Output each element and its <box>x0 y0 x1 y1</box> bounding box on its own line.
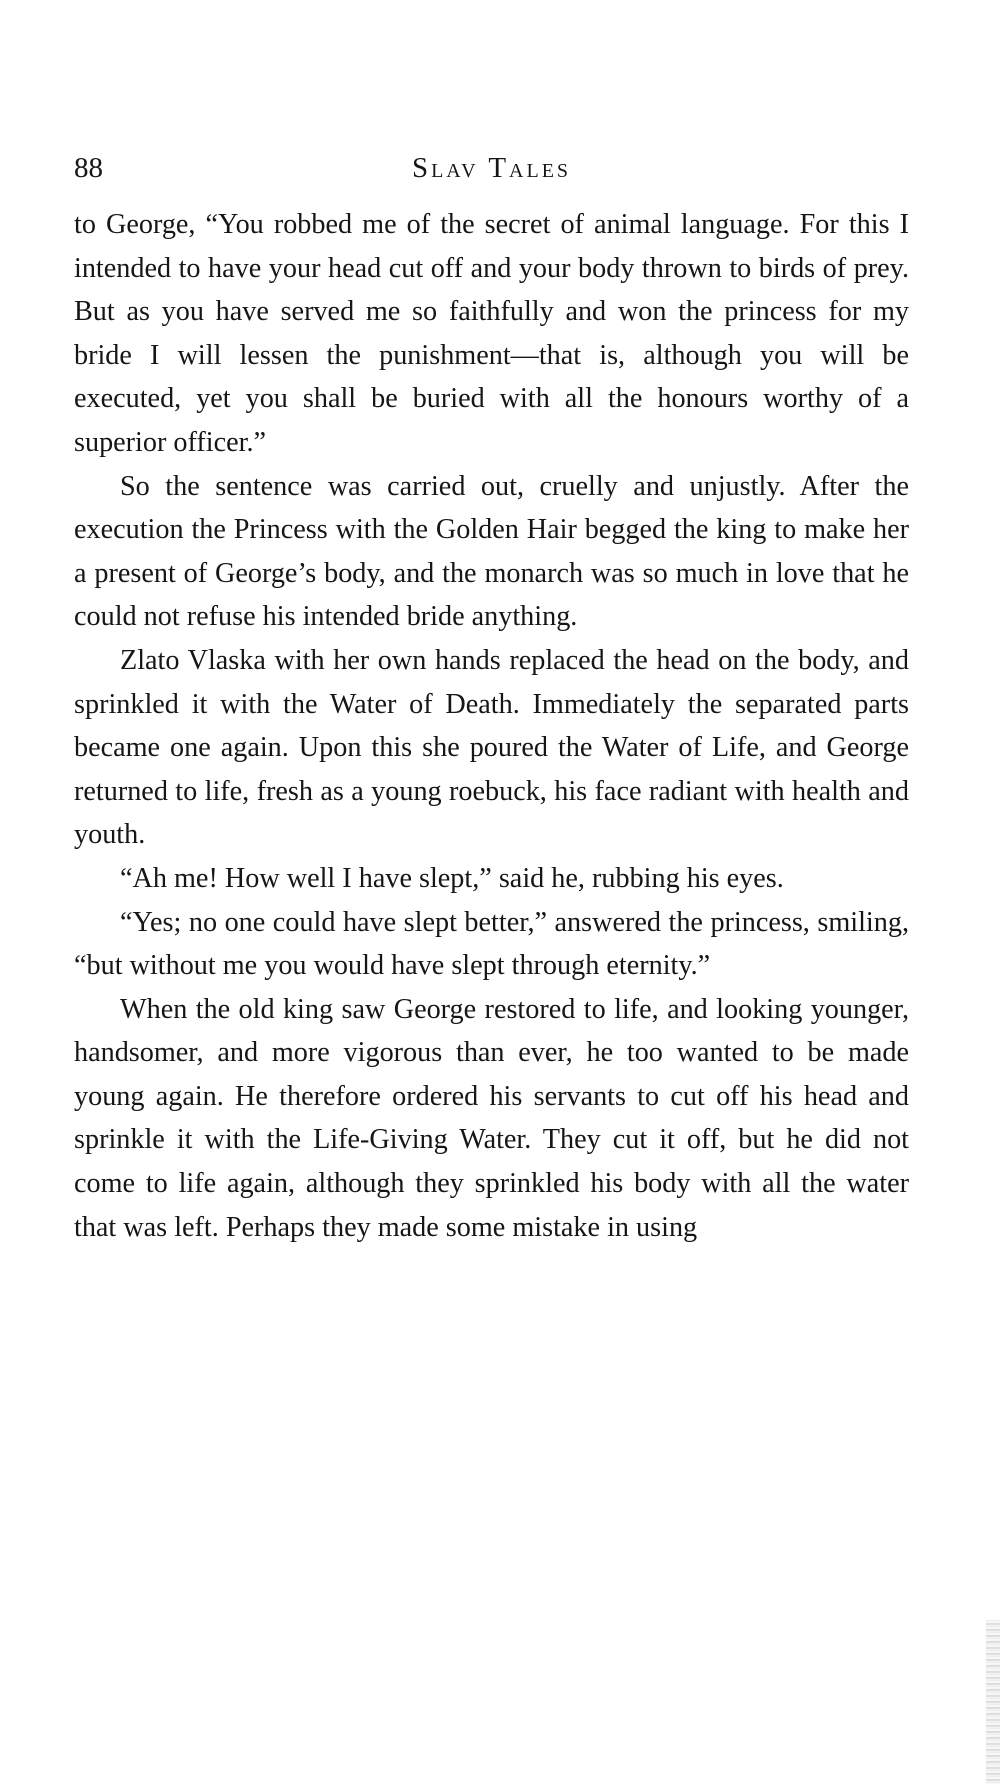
paragraph-5: “Yes; no one could have slept better,” answered the princess, smiling, “but without me you would have slept through eternity.” <box>74 906 909 982</box>
page-header <box>74 148 909 188</box>
page-edge-shadow <box>986 1620 1000 1784</box>
running-title: Slav Tales <box>411 152 572 184</box>
paragraph-3: Zlato Vlaska with her own hands replaced the head on the body, and sprinkled it with the Water of Death. Immediately the separated parts became one again. Upon this she poured the Water of Life, and George returned to life, fresh as a young roebuck, his face radiant with health and youth. <box>74 644 909 851</box>
body-text <box>74 203 909 1249</box>
paragraph-2: So the sentence was carried out, cruelly and unjustly. After the execution the Princess with the Golden Hair begged the king to make her a present of George’s body, and the monarch was so much in love that he could not refuse his intended bride anything. <box>74 470 909 633</box>
page-number: 88 <box>74 152 103 184</box>
paragraph-1: to George, “You robbed me of the secret of animal language. For this I intended to have your head cut off and your body thrown to birds of prey. But as you have served me so faithfully and won the princess for my bride I will lessen the punishment—that is, although you will be executed, yet you shall be buried with all the honours worthy of a superior officer.” <box>74 209 909 458</box>
paragraph-6: When the old king saw George restored to life, and looking younger, handsomer, and more vigorous than ever, he too wanted to be made young again. He therefore ordered his servants to cut off his head and sprinkle it with the Life-Giving Water. They cut it off, but he did not come to life again, although they sprinkled his body with all the water that was left. Perhaps they made some mistake in using <box>74 993 909 1243</box>
paragraph-4: “Ah me! How well I have slept,” said he, rubbing his eyes. <box>120 862 784 894</box>
